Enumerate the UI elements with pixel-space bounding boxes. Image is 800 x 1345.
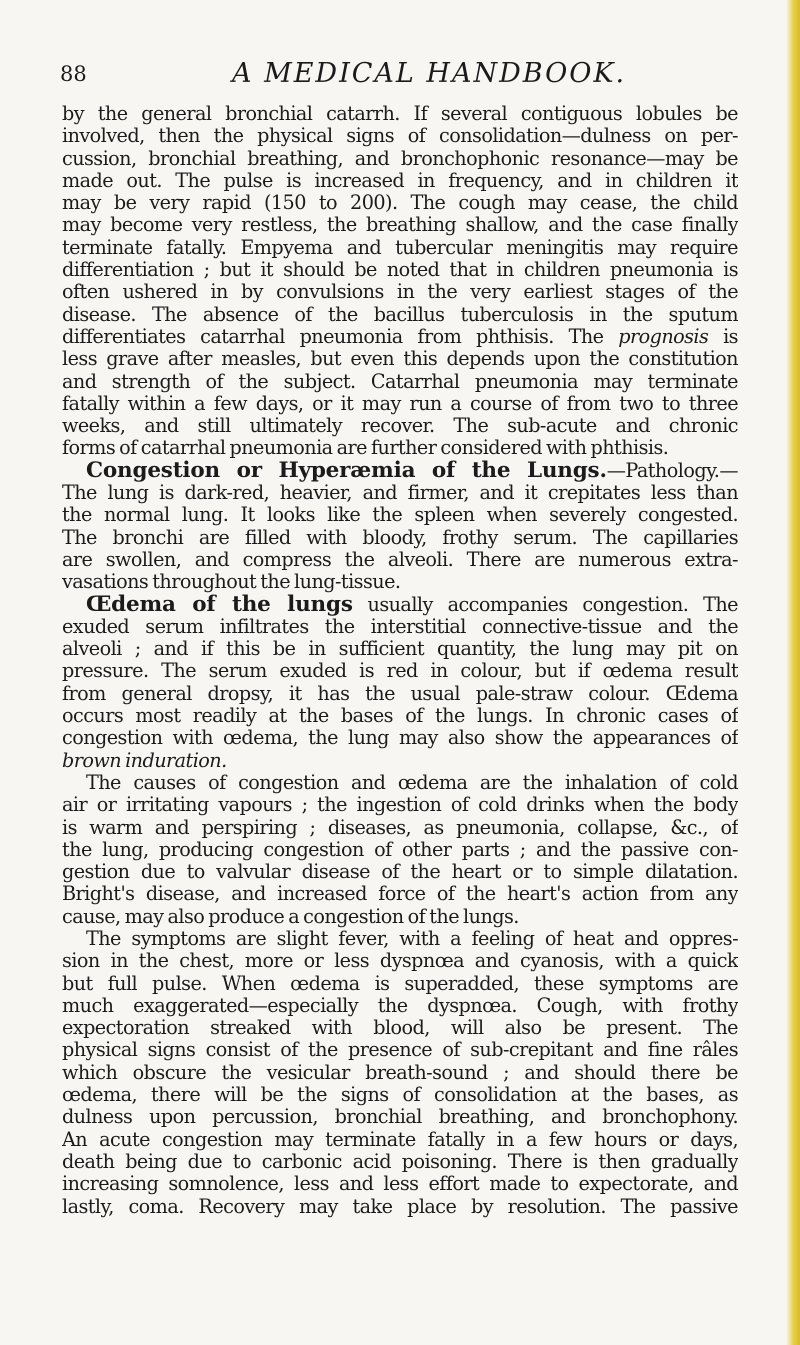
text-segment: may be very rapid (150 to 200). The cough may cease, the child [62,192,738,215]
text-line [62,148,738,170]
text-segment: differentiates catarrhal pneumonia from phthisis. The [62,325,619,348]
text-line [62,460,738,482]
text-segment: forms of catarrhal pneumonia are further considered with phthisis. [62,437,669,460]
text-line [62,616,738,638]
text-line [62,727,738,749]
text-line [62,750,738,772]
text-line [62,638,738,660]
text-line [62,326,738,348]
text-segment: increasing somnolence, less and less effort made to expectorate, and [62,1173,738,1196]
page-header [60,58,740,94]
text-segment: fatally within a few days, or it may run a course of from two to three [62,392,738,415]
text-line [62,371,738,393]
text-segment: sion in the chest, more or less dyspnœa and cyanosis, with a quick [62,950,738,973]
text-line [62,103,738,125]
text-segment: often ushered in by convulsions in the very earliest stages of the [62,281,738,304]
text-segment: the lung, producing congestion of other parts ; and the passive con- [62,838,738,861]
text-segment: but full pulse. When œdema is superadded, these symptoms are [62,972,738,995]
text-line [62,1017,738,1039]
text-line [62,214,738,236]
text-segment: is warm and perspiring ; diseases, as pneumonia, collapse, &c., of [62,816,738,839]
text-line [62,237,738,259]
running-title: A MEDICAL HANDBOOK. [232,58,627,89]
text-line [62,571,738,593]
text-segment: cause, may also produce a congestion of the lungs. [62,905,519,928]
text-line [62,817,738,839]
text-line [62,549,738,571]
text-segment: —Pathology.— [606,459,738,482]
text-line [62,125,738,147]
page-number: 88 [60,62,87,86]
text-line [62,527,738,549]
text-line [62,883,738,905]
text-segment: Bright's disease, and increased force of the heart's action from any [62,883,738,906]
text-segment: physical signs consist of the presence of sub-crepitant and fine râles [62,1039,738,1062]
text-line [62,1173,738,1195]
text-line [62,170,738,192]
text-line [62,1151,738,1173]
text-line [62,794,738,816]
section-heading: Œdema of the lungs [86,593,353,616]
text-line [62,705,738,727]
text-segment: An acute congestion may terminate fatally in a few hours or days, [62,1128,738,1151]
text-segment: œdema, there will be the signs of consolidation at the bases, as [62,1084,738,1107]
text-segment: and strength of the subject. Catarrhal pneumonia may terminate [62,370,738,393]
text-line [62,482,738,504]
text-line [62,348,738,370]
text-line [62,1084,738,1106]
text-segment: terminate fatally. Empyema and tubercular meningitis may require [62,236,738,259]
text-line [62,192,738,214]
text-segment: is [708,325,738,348]
text-line [62,906,738,928]
text-segment: The symptoms are slight fever, with a feeling of heat and oppres- [86,927,738,950]
text-line [62,281,738,303]
page-edge [786,0,800,1345]
text-line [62,1062,738,1084]
text-line [62,437,738,459]
text-line [62,861,738,883]
text-segment: The causes of congestion and œdema are the inhalation of cold [86,771,738,794]
text-segment: dulness upon percussion, bronchial breathing, and bronchophony. [62,1106,738,1129]
text-segment: which obscure the vesicular breath-sound ; and should there be [62,1061,738,1084]
text-segment: differentiation ; but it should be noted that in children pneumonia is [62,259,738,282]
text-line [62,1039,738,1061]
text-line [62,950,738,972]
text-segment: brown induration. [62,749,227,772]
text-segment: usually accompanies congestion. The [352,593,738,616]
text-segment: involved, then the physical signs of consolidation—dulness on per- [62,125,738,148]
text-line [62,1129,738,1151]
text-line [62,259,738,281]
text-segment: may become very restless, the breathing shallow, and the case finally [62,214,738,237]
text-segment: disease. The absence of the bacillus tuberculosis in the sputum [62,303,738,326]
text-line [62,772,738,794]
text-line [62,504,738,526]
text-segment: air or irritating vapours ; the ingestion of cold drinks when the body [62,794,738,817]
text-line [62,995,738,1017]
text-line [62,660,738,682]
text-line [62,1106,738,1128]
body-text [62,103,738,1218]
text-line [62,393,738,415]
text-line [62,839,738,861]
text-segment: less grave after measles, but even this depends upon the constitution [62,348,738,371]
text-segment: death being due to carbonic acid poisoning. There is then gradually [62,1150,738,1173]
text-segment: vasations throughout the lung-tissue. [62,571,401,594]
text-segment: occurs most readily at the bases of the lungs. In chronic cases of [62,705,738,728]
text-line [62,928,738,950]
text-segment: alveoli ; and if this be in sufficient quantity, the lung may pit on [62,638,738,661]
text-segment: the normal lung. It looks like the spleen when severely congested. [62,504,738,527]
text-segment: made out. The pulse is increased in frequency, and in children it [62,169,738,192]
text-segment: much exaggerated—especially the dyspnœa. Cough, with frothy [62,994,738,1017]
text-segment: by the general bronchial catarrh. If several contiguous lobules be [62,103,738,125]
text-line [62,683,738,705]
text-segment: weeks, and still ultimately recover. The sub-acute and chronic [62,415,738,438]
text-segment: The bronchi are filled with bloody, frothy serum. The capillaries [62,526,738,549]
text-line [62,594,738,616]
text-segment: are swollen, and compress the alveoli. There are numerous extra- [62,548,738,571]
text-segment: prognosis [618,325,709,348]
text-segment: pressure. The serum exuded is red in colour, but if œdema result [62,660,738,683]
text-segment: from general dropsy, it has the usual pale-straw colour. Œdema [62,682,738,705]
text-segment: exuded serum infiltrates the interstitial connective-tissue and the [62,615,738,638]
text-segment: lastly, coma. Recovery may take place by resolution. The passive [62,1195,738,1218]
text-line [62,304,738,326]
text-line [62,1196,738,1218]
text-segment: The lung is dark-red, heavier, and firmer, and it crepitates less than [62,482,738,505]
text-segment: congestion with œdema, the lung may also show the appearances of [62,727,738,750]
text-line [62,973,738,995]
section-heading: Congestion or Hyperæmia of the Lungs. [86,459,607,483]
text-segment: cussion, bronchial breathing, and bronchophonic resonance—may be [62,147,738,170]
text-segment: expectoration streaked with blood, will also be present. The [62,1017,738,1040]
text-segment: gestion due to valvular disease of the heart or to simple dilatation. [62,861,738,884]
text-line [62,415,738,437]
